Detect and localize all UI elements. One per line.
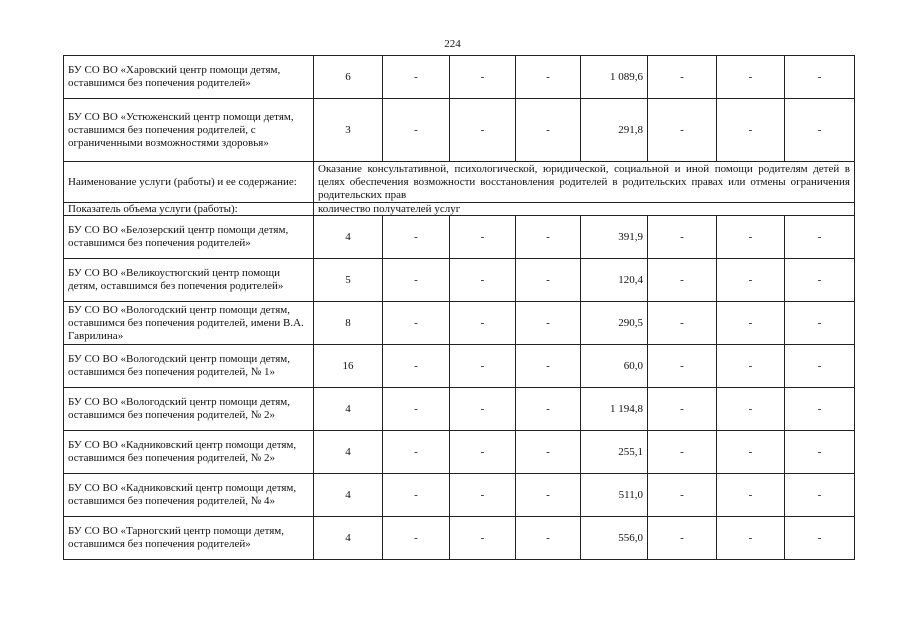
amount: 291,8 bbox=[581, 99, 648, 162]
recipients-count: 4 bbox=[314, 388, 383, 431]
organization-name: БУ СО ВО «Устюженский центр помощи детям, оставшимся без попечения родителей, с ограниченными возможностями здоровья» bbox=[64, 99, 314, 162]
organization-name: БУ СО ВО «Кадниковский центр помощи детям, оставшимся без попечения родителей, № 2» bbox=[64, 431, 314, 474]
cell-value: - bbox=[648, 259, 717, 302]
cell-value: - bbox=[785, 517, 855, 560]
organization-name: БУ СО ВО «Вологодский центр помощи детям, оставшимся без попечения родителей, имени В.А. Гаврилина» bbox=[64, 302, 314, 345]
amount: 290,5 bbox=[581, 302, 648, 345]
table-row bbox=[64, 517, 855, 560]
cell-value: - bbox=[717, 517, 785, 560]
table-row bbox=[64, 99, 855, 162]
cell-value: - bbox=[717, 259, 785, 302]
cell-value: - bbox=[383, 431, 450, 474]
cell-value: - bbox=[717, 474, 785, 517]
recipients-count: 5 bbox=[314, 259, 383, 302]
table-row bbox=[64, 388, 855, 431]
amount: 1 089,6 bbox=[581, 56, 648, 99]
cell-value: - bbox=[717, 56, 785, 99]
cell-value: - bbox=[383, 345, 450, 388]
cell-value: - bbox=[450, 345, 516, 388]
amount: 556,0 bbox=[581, 517, 648, 560]
cell-value: - bbox=[516, 431, 581, 474]
table-row bbox=[64, 474, 855, 517]
table-row bbox=[64, 431, 855, 474]
cell-value: - bbox=[383, 56, 450, 99]
cell-value: - bbox=[450, 388, 516, 431]
page-number: 224 bbox=[444, 38, 461, 50]
cell-value: - bbox=[648, 517, 717, 560]
cell-value: - bbox=[450, 302, 516, 345]
cell-value: - bbox=[648, 216, 717, 259]
cell-value: - bbox=[785, 302, 855, 345]
recipients-count: 4 bbox=[314, 431, 383, 474]
recipients-count: 16 bbox=[314, 345, 383, 388]
table-row bbox=[64, 56, 855, 99]
cell-value: - bbox=[516, 517, 581, 560]
volume-indicator-row bbox=[64, 203, 855, 216]
amount: 1 194,8 bbox=[581, 388, 648, 431]
cell-value: - bbox=[785, 99, 855, 162]
amount: 511,0 bbox=[581, 474, 648, 517]
cell-value: - bbox=[717, 216, 785, 259]
cell-value: - bbox=[450, 474, 516, 517]
cell-value: - bbox=[383, 517, 450, 560]
cell-value: - bbox=[648, 56, 717, 99]
cell-value: - bbox=[785, 259, 855, 302]
cell-value: - bbox=[648, 474, 717, 517]
amount: 60,0 bbox=[581, 345, 648, 388]
recipients-count: 6 bbox=[314, 56, 383, 99]
organization-name: БУ СО ВО «Белозерский центр помощи детям, оставшимся без попечения родителей» bbox=[64, 216, 314, 259]
cell-value: - bbox=[785, 216, 855, 259]
amount: 391,9 bbox=[581, 216, 648, 259]
recipients-count: 3 bbox=[314, 99, 383, 162]
service-name-label: Наименование услуги (работы) и ее содержание: bbox=[64, 162, 314, 203]
cell-value: - bbox=[785, 431, 855, 474]
cell-value: - bbox=[383, 259, 450, 302]
service-name-row bbox=[64, 162, 855, 203]
cell-value: - bbox=[516, 99, 581, 162]
organization-name: БУ СО ВО «Тарногский центр помощи детям, оставшимся без попечения родителей» bbox=[64, 517, 314, 560]
table-row bbox=[64, 345, 855, 388]
cell-value: - bbox=[516, 259, 581, 302]
cell-value: - bbox=[516, 345, 581, 388]
cell-value: - bbox=[717, 388, 785, 431]
volume-label: Показатель объема услуги (работы): bbox=[64, 203, 314, 216]
cell-value: - bbox=[450, 431, 516, 474]
recipients-count: 8 bbox=[314, 302, 383, 345]
cell-value: - bbox=[648, 388, 717, 431]
table-row bbox=[64, 302, 855, 345]
organization-name: БУ СО ВО «Кадниковский центр помощи детям, оставшимся без попечения родителей, № 4» bbox=[64, 474, 314, 517]
cell-value: - bbox=[648, 345, 717, 388]
cell-value: - bbox=[717, 99, 785, 162]
organization-name: БУ СО ВО «Вологодский центр помощи детям, оставшимся без попечения родителей, № 1» bbox=[64, 345, 314, 388]
cell-value: - bbox=[717, 345, 785, 388]
cell-value: - bbox=[450, 56, 516, 99]
service-name-value: Оказание консультативной, психологической, юридической, социальной и иной помощи родителям детей в целях обеспечения возможности восстановления родителей в родительских правах или отмены ограничения родительских прав bbox=[314, 162, 855, 203]
cell-value: - bbox=[383, 388, 450, 431]
cell-value: - bbox=[785, 388, 855, 431]
cell-value: - bbox=[648, 431, 717, 474]
cell-value: - bbox=[516, 302, 581, 345]
table-row bbox=[64, 216, 855, 259]
cell-value: - bbox=[717, 302, 785, 345]
cell-value: - bbox=[450, 216, 516, 259]
cell-value: - bbox=[516, 216, 581, 259]
cell-value: - bbox=[717, 431, 785, 474]
cell-value: - bbox=[383, 474, 450, 517]
organization-name: БУ СО ВО «Харовский центр помощи детям, оставшимся без попечения родителей» bbox=[64, 56, 314, 99]
organization-name: БУ СО ВО «Вологодский центр помощи детям, оставшимся без попечения родителей, № 2» bbox=[64, 388, 314, 431]
cell-value: - bbox=[648, 302, 717, 345]
cell-value: - bbox=[383, 216, 450, 259]
cell-value: - bbox=[450, 517, 516, 560]
cell-value: - bbox=[785, 56, 855, 99]
cell-value: - bbox=[516, 388, 581, 431]
recipients-count: 4 bbox=[314, 216, 383, 259]
volume-value: количество получателей услуг bbox=[314, 203, 855, 216]
cell-value: - bbox=[383, 302, 450, 345]
recipients-count: 4 bbox=[314, 474, 383, 517]
cell-value: - bbox=[785, 474, 855, 517]
recipients-count: 4 bbox=[314, 517, 383, 560]
cell-value: - bbox=[785, 345, 855, 388]
organization-name: БУ СО ВО «Великоустюгский центр помощи детям, оставшимся без попечения родителей» bbox=[64, 259, 314, 302]
budget-table bbox=[63, 55, 855, 560]
amount: 120,4 bbox=[581, 259, 648, 302]
cell-value: - bbox=[516, 56, 581, 99]
amount: 255,1 bbox=[581, 431, 648, 474]
table-row bbox=[64, 259, 855, 302]
cell-value: - bbox=[450, 99, 516, 162]
cell-value: - bbox=[450, 259, 516, 302]
cell-value: - bbox=[648, 99, 717, 162]
cell-value: - bbox=[516, 474, 581, 517]
cell-value: - bbox=[383, 99, 450, 162]
